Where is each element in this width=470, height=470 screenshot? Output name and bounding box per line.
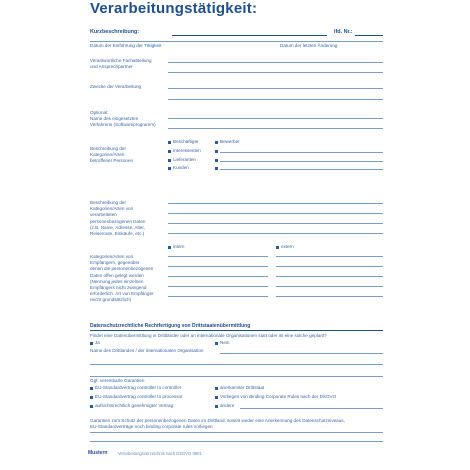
optional-label: Optional: Name des eingesetzten Verfahrens (Softwareprogramm) — [90, 110, 156, 128]
checkbox-bcr[interactable] — [215, 396, 218, 399]
optional-line-1[interactable] — [168, 118, 383, 119]
drittstaaten-heading: Datenschutzrechtliche Rechtfertigung von Drittstaatenübermittlung — [90, 323, 251, 329]
schutz-line-1[interactable] — [90, 432, 383, 433]
schutz-label: Garantien zum Schutz der personenbezogenen Daten im Drittland, soweit weder eine Anerkennung des Datenschutzniveaus, EU-Standardverträge noch binding corporate rules vorliegen — [90, 418, 345, 430]
checkbox-beschaeftigte[interactable] — [168, 141, 171, 144]
interessenten-label: Interessenten — [173, 148, 201, 153]
sonstige-line-3[interactable] — [220, 169, 383, 170]
verantwortliche-label: Verantwortliche Fachabteilung und Ansprechpartner — [90, 58, 152, 70]
eu-c2p-label: EU-Standardvertrag controller to processor — [95, 394, 183, 399]
sonstige-line-1[interactable] — [220, 152, 383, 153]
drittstaaten-divider — [90, 330, 383, 331]
extern-label: extern — [281, 244, 294, 249]
datum-aenderung-label: Datum der letzten Änderung — [280, 43, 338, 48]
footer-text: Verarbeitungsverzeichnis nach DSGVO 9901 — [118, 451, 202, 456]
drittstaaten-frage: Findet eine Datenübermittlung in Drittländer oder an internationale Organisationen statt oder ist eine solche geplant? — [90, 333, 327, 338]
brand-logo: Mustern — [88, 450, 108, 456]
checkbox-sonstige-1[interactable] — [215, 150, 218, 153]
checkbox-sonstige-2[interactable] — [215, 159, 218, 162]
kategorien-daten-label: Beschreibung der Kategorien/Arten von verarbeiteten personenbezogenen Daten (z.B. Name, Adresse, Alter, Reiseroute, Einkäufe, etc.) — [90, 200, 146, 237]
eu-c2c-label: EU-Standardvertrag controller to controller — [95, 385, 182, 390]
extern-line-5[interactable] — [276, 296, 383, 297]
verantwortliche-line-2[interactable] — [168, 72, 383, 73]
aufsicht-label: aufsichtsrechtlich genehmigter Vertrag — [95, 403, 174, 408]
checkbox-andere[interactable] — [215, 405, 218, 408]
verantwortliche-line-1[interactable] — [168, 62, 383, 63]
page-title: Verarbeitungstätigkeit: — [90, 0, 258, 17]
bewerber-label: Bewerber — [220, 139, 240, 144]
kategorien-personen-label: Beschreibung der Kategorien/Arten betroffener Personen — [90, 146, 134, 164]
checkbox-anerkannt[interactable] — [215, 387, 218, 390]
intern-line-3[interactable] — [168, 276, 268, 277]
daten-line-1[interactable] — [168, 203, 383, 204]
daten-line-4[interactable] — [168, 233, 383, 234]
lfd-nr-label: lfd. Nr.: — [334, 29, 353, 35]
checkbox-interessenten[interactable] — [168, 150, 171, 153]
checkbox-eu-c2c[interactable] — [90, 387, 93, 390]
checkbox-aufsicht[interactable] — [90, 405, 93, 408]
extern-line-4[interactable] — [276, 286, 383, 287]
nein-label: Nein — [220, 340, 230, 345]
garantien-divider — [90, 376, 383, 377]
checkbox-ja[interactable] — [90, 342, 93, 345]
lfd-nr-line[interactable] — [355, 35, 383, 36]
daten-line-2[interactable] — [168, 213, 383, 214]
garantien-label: Ggf. vereinbarte Garantien — [90, 378, 145, 383]
datum-line[interactable] — [90, 41, 383, 42]
extern-line-3[interactable] — [276, 276, 383, 277]
schutz-line-2[interactable] — [90, 441, 383, 442]
andere-line[interactable] — [240, 408, 383, 409]
checkbox-sonstige-3[interactable] — [215, 167, 218, 170]
intern-line-1[interactable] — [168, 256, 268, 257]
zwecke-line-1[interactable] — [168, 88, 383, 89]
ja-label: Ja — [95, 340, 100, 345]
checkbox-intern[interactable] — [168, 246, 171, 249]
intern-line-4[interactable] — [168, 286, 268, 287]
intern-line-2[interactable] — [168, 266, 268, 267]
name-drittland-label: Name des Drittlandes / der internationalen Organisation — [90, 348, 204, 353]
checkbox-eu-c2p[interactable] — [90, 396, 93, 399]
intern-line-5[interactable] — [168, 296, 268, 297]
extern-line-1[interactable] — [276, 256, 383, 257]
name-drittland-line[interactable] — [220, 353, 383, 354]
checkbox-extern[interactable] — [276, 246, 279, 249]
andere-label: andere — [220, 403, 235, 408]
beschaeftigte-label: Beschäftigte — [173, 139, 199, 144]
lieferanten-label: Lieferanten — [173, 157, 196, 162]
sonstige-line-2[interactable] — [220, 161, 383, 162]
checkbox-kunden[interactable] — [168, 167, 171, 170]
optional-line-2[interactable] — [168, 128, 383, 129]
checkbox-bewerber[interactable] — [215, 141, 218, 144]
kunden-label: Kunden — [173, 165, 189, 170]
kurzbeschreibung-line[interactable] — [172, 35, 327, 36]
kurzbeschreibung-label: Kurzbeschreibung: — [90, 29, 140, 35]
extern-line-2[interactable] — [276, 266, 383, 267]
checkbox-lieferanten[interactable] — [168, 159, 171, 162]
zwecke-line-2[interactable] — [168, 99, 383, 100]
drittland-line-2[interactable] — [90, 364, 383, 365]
empfaenger-label: Kategorien/Arten von Empfängern, gegenüber denen die personenbezogenen Daten offen gelegt werden (Nennung jedes einzelnen Empfängers nicht zwingend erforderlich. Art von Empfänger reicht grundsätzlich) — [90, 254, 154, 303]
daten-line-3[interactable] — [168, 223, 383, 224]
anerkannt-label: anerkannter Drittstaat — [220, 385, 265, 390]
datum-einfuehrung-label: Datum der Einführung der Tätigkeit — [90, 43, 162, 48]
zwecke-label: Zwecke der Verarbeitung — [90, 84, 142, 89]
bcr-label: Vorliegen von Binding Corporate Rules nach der DSGVO — [220, 394, 337, 399]
checkbox-nein[interactable] — [215, 342, 218, 345]
intern-label: intern — [173, 244, 185, 249]
